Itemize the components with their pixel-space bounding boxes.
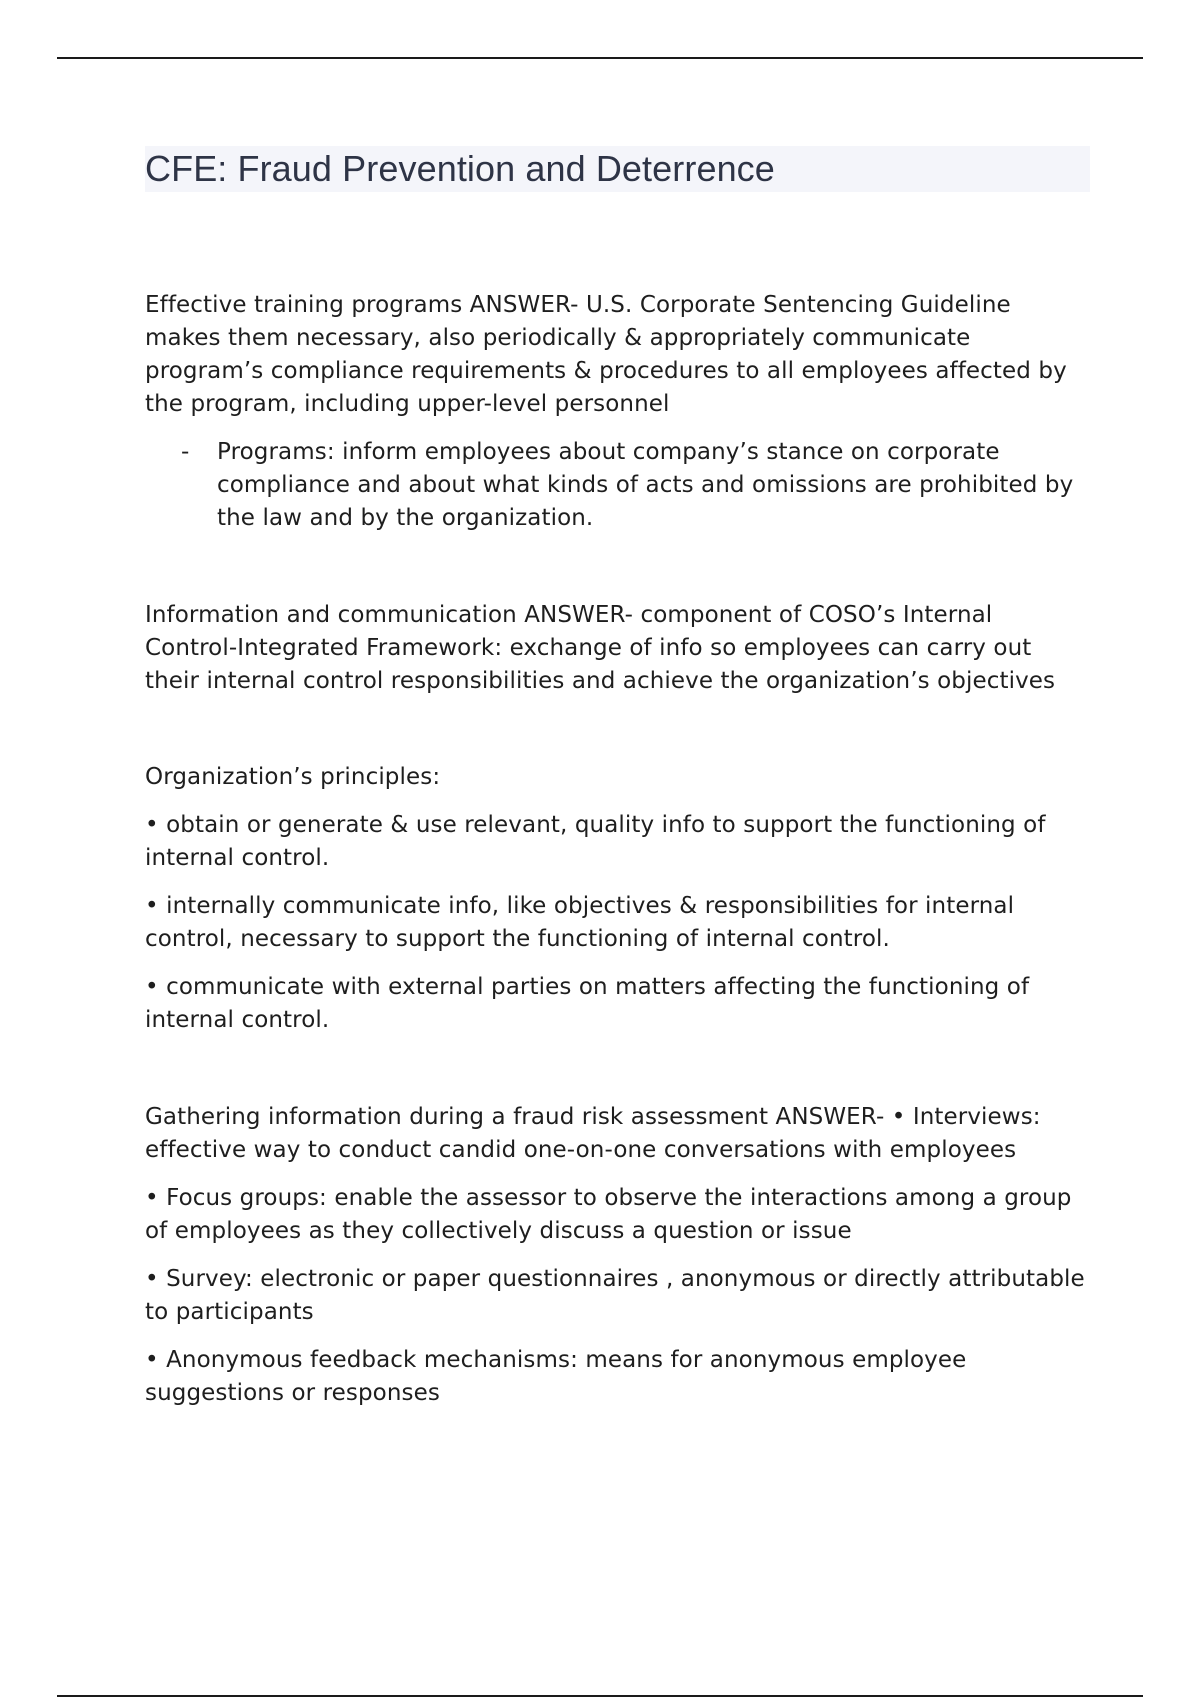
document-title: CFE: Fraud Prevention and Deterrence bbox=[145, 148, 775, 189]
section-information-communication bbox=[145, 599, 1090, 698]
bullet-paragraph: • Anonymous feedback mechanisms: means for anonymous employee suggestions or responses bbox=[145, 1347, 967, 1406]
paragraph-gathering-information: Gathering information during a fraud risk assessment ANSWER- • Interviews: effective way to conduct candid one-on-one conversations with employees bbox=[145, 1104, 1041, 1163]
paragraph-information-communication: Information and communication ANSWER- component of COSO’s Internal Control-Integrated Framework: exchange of info so employees can carry out their internal control responsibilities and achieve the organization’s objectives bbox=[145, 602, 1056, 694]
section-principles bbox=[145, 761, 1090, 1037]
document-body bbox=[145, 146, 1090, 1410]
title-band bbox=[145, 146, 1090, 192]
list-item-text: Programs: inform employees about company’s stance on corporate compliance and about what kinds of acts and omissions are prohibited by the law and by the organization. bbox=[217, 439, 1074, 531]
dash-marker: - bbox=[181, 439, 190, 465]
section-effective-training bbox=[145, 289, 1090, 535]
bullet-paragraph: • internally communicate info, like objectives & responsibilities for internal control, necessary to support the functioning of internal control. bbox=[145, 893, 1015, 952]
bullet-paragraph: • Survey: electronic or paper questionnaires , anonymous or directly attributable to participants bbox=[145, 1266, 1085, 1325]
header-rule bbox=[57, 57, 1143, 59]
sub-list bbox=[145, 436, 1090, 535]
paragraph-principles-heading: Organization’s principles: bbox=[145, 764, 441, 790]
bullet-paragraph: • communicate with external parties on matters affecting the functioning of internal control. bbox=[145, 974, 1030, 1033]
bullet-paragraph: • Focus groups: enable the assessor to observe the interactions among a group of employees as they collectively discuss a question or issue bbox=[145, 1185, 1072, 1244]
section-gathering-information bbox=[145, 1101, 1090, 1410]
paragraph-effective-training: Effective training programs ANSWER- U.S. Corporate Sentencing Guideline makes them necessary, also periodically & appropriately communicate program’s compliance requirements & procedures to all employees affected by the program, including upper-level personnel bbox=[145, 292, 1067, 417]
bullet-paragraph: • obtain or generate & use relevant, quality info to support the functioning of internal control. bbox=[145, 812, 1046, 871]
list-item bbox=[181, 436, 1090, 535]
footer-rule bbox=[57, 1695, 1143, 1697]
